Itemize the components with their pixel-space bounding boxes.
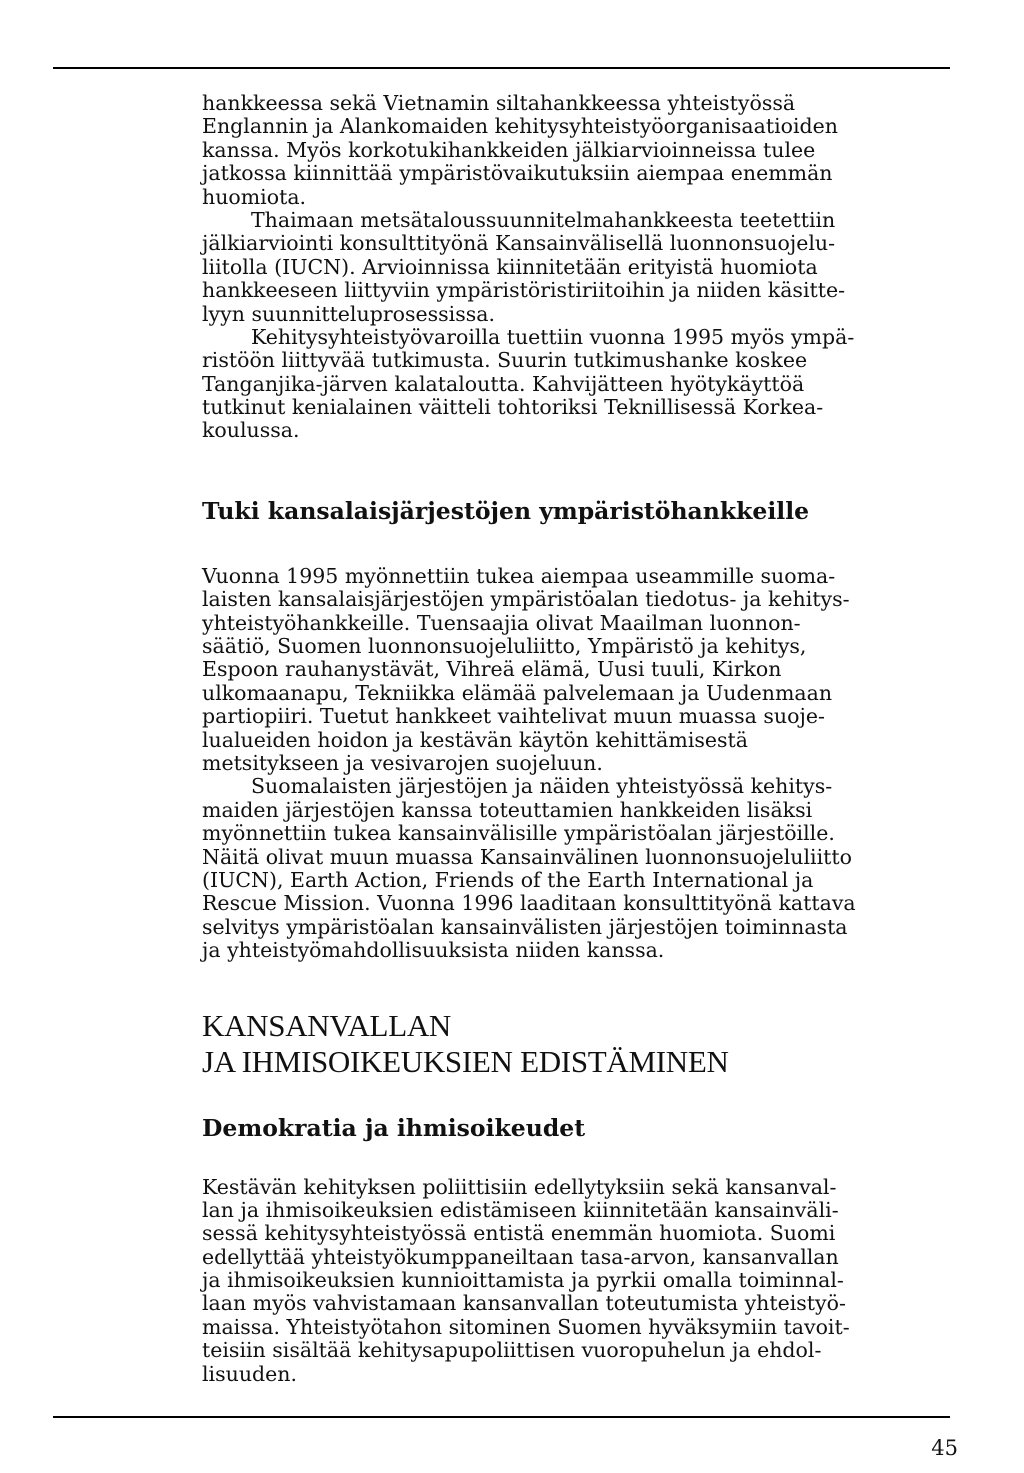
text-line: ja yhteistyömahdollisuuksista niiden kanssa. (202, 938, 665, 963)
text-line: lyyn suunnitteluprosessissa. (202, 301, 495, 326)
text-line: Kehitysyhteistyövaroilla tuettiin vuonna 1995 myös ympä- (251, 324, 855, 349)
paragraph-thailand-evaluation (202, 209, 902, 326)
text-line: ulkomaanapu, Tekniikka elämää palvelemaan ja Uudenmaan (202, 680, 833, 705)
section-heading-democracy: Demokratia ja ihmisoikeudet (202, 1113, 586, 1142)
text-line: laisten kansalaisjärjestöjen ympäristöalan tiedotus- ja kehitys- (202, 587, 850, 612)
text-line: maissa. Yhteistyötahon sitominen Suomen hyväksymiin tavoit- (202, 1314, 850, 1339)
text-line: liitolla (IUCN). Arvioinnissa kiinnitetään erityistä huomiota (202, 254, 818, 279)
text-line: Näitä olivat muun muassa Kansainvälinen luonnonsuojeluliitto (202, 844, 852, 869)
page-number: 45 (931, 1436, 958, 1460)
text-line: hankkeeseen liittyviin ympäristöristiriitoihin ja niiden käsitte- (202, 278, 846, 303)
paragraph-democracy-human-rights (202, 1176, 902, 1387)
paragraph-research-funding (202, 326, 902, 443)
text-line: maiden järjestöjen kanssa toteuttamien hankkeiden lisäksi (202, 797, 813, 822)
text-line: lisuuden. (202, 1361, 298, 1386)
text-line: jatkossa kiinnittää ympäristövaikutuksiin aiempaa enemmän (202, 161, 833, 186)
text-line: yhteistyöhankkeille. Tuensaajia olivat Maailman luonnon- (202, 610, 801, 635)
text-line: metsitykseen ja vesivarojen suojeluun. (202, 750, 603, 775)
text-line: jälkiarviointi konsulttityönä Kansainvälisellä luonnonsuojelu- (202, 231, 836, 256)
text-line: teisiin sisältää kehitysapupoliittisen vuoropuhelun ja ehdol- (202, 1338, 822, 1363)
text-line: Thaimaan metsätaloussuunnitelmahankkeesta teetettiin (251, 207, 836, 232)
paragraph-project-evaluations (202, 92, 902, 209)
page-content (202, 92, 902, 1386)
text-line: partiopiiri. Tuetut hankkeet vaihtelivat muun muassa suoje- (202, 704, 825, 729)
text-line: huomiota. (202, 184, 307, 209)
text-line: lualueiden hoidon ja kestävän käytön kehittämisestä (202, 727, 749, 752)
chapter-heading-line-2: JA IHMISOIKEUKSIEN EDISTÄMINEN (202, 1043, 729, 1079)
text-line: Englannin ja Alankomaiden kehitysyhteistyöorganisaatioiden (202, 114, 838, 139)
text-line: Tanganjika-järven kalataloutta. Kahvijätteen hyötykäyttöä (202, 371, 805, 396)
text-line: myönnettiin tukea kansainvälisille ympäristöalan järjestöille. (202, 821, 835, 846)
text-line: Kestävän kehityksen poliittisiin edellytyksiin sekä kansanval- (202, 1174, 837, 1199)
text-line: ristöön liittyvää tutkimusta. Suurin tutkimushanke koskee (202, 348, 808, 373)
text-line: (IUCN), Earth Action, Friends of the Earth International ja (202, 867, 814, 892)
text-line: Suomalaisten järjestöjen ja näiden yhteistyössä kehitys- (251, 774, 833, 799)
text-line: koulussa. (202, 418, 300, 443)
text-line: sessä kehitysyhteistyössä entistä enemmän huomiota. Suomi (202, 1221, 836, 1246)
text-line: Espoon rauhanystävät, Vihreä elämä, Uusi tuuli, Kirkon (202, 657, 782, 682)
text-line: laan myös vahvistamaan kansanvallan toteutumista yhteistyö- (202, 1291, 846, 1316)
text-line: hankkeessa sekä Vietnamin siltahankkeessa yhteistyössä (202, 91, 796, 115)
top-rule (53, 67, 950, 69)
text-line: edellyttää yhteistyökumppaneiltaan tasa-arvon, kansanvallan (202, 1244, 839, 1269)
text-line: Vuonna 1995 myönnettiin tukea aiempaa useammille suoma- (202, 563, 836, 588)
text-line: säätiö, Suomen luonnonsuojeluliitto, Ympäristö ja kehitys, (202, 634, 807, 659)
text-line: Rescue Mission. Vuonna 1996 laaditaan konsulttityönä kattava (202, 891, 856, 916)
text-line: tutkinut kenialainen väitteli tohtoriksi Teknillisessä Korkea- (202, 395, 824, 420)
paragraph-international-organizations (202, 775, 902, 962)
text-line: lan ja ihmisoikeuksien edistämiseen kiinnitetään kansainväli- (202, 1197, 839, 1222)
section-heading-ngo-support: Tuki kansalaisjärjestöjen ympäristöhankkeille (202, 496, 810, 525)
paragraph-ngo-grants (202, 565, 902, 776)
text-line: kanssa. Myös korkotukihankkeiden jälkiarvioinneissa tulee (202, 137, 816, 162)
bottom-rule (53, 1416, 950, 1418)
text-line: ja ihmisoikeuksien kunnioittamista ja pyrkii omalla toiminnal- (202, 1268, 844, 1293)
chapter-heading-line-1: KANSANVALLAN (202, 1007, 452, 1043)
text-line: selvitys ympäristöalan kansainvälisten järjestöjen toiminnasta (202, 914, 848, 939)
chapter-heading (202, 1008, 902, 1080)
